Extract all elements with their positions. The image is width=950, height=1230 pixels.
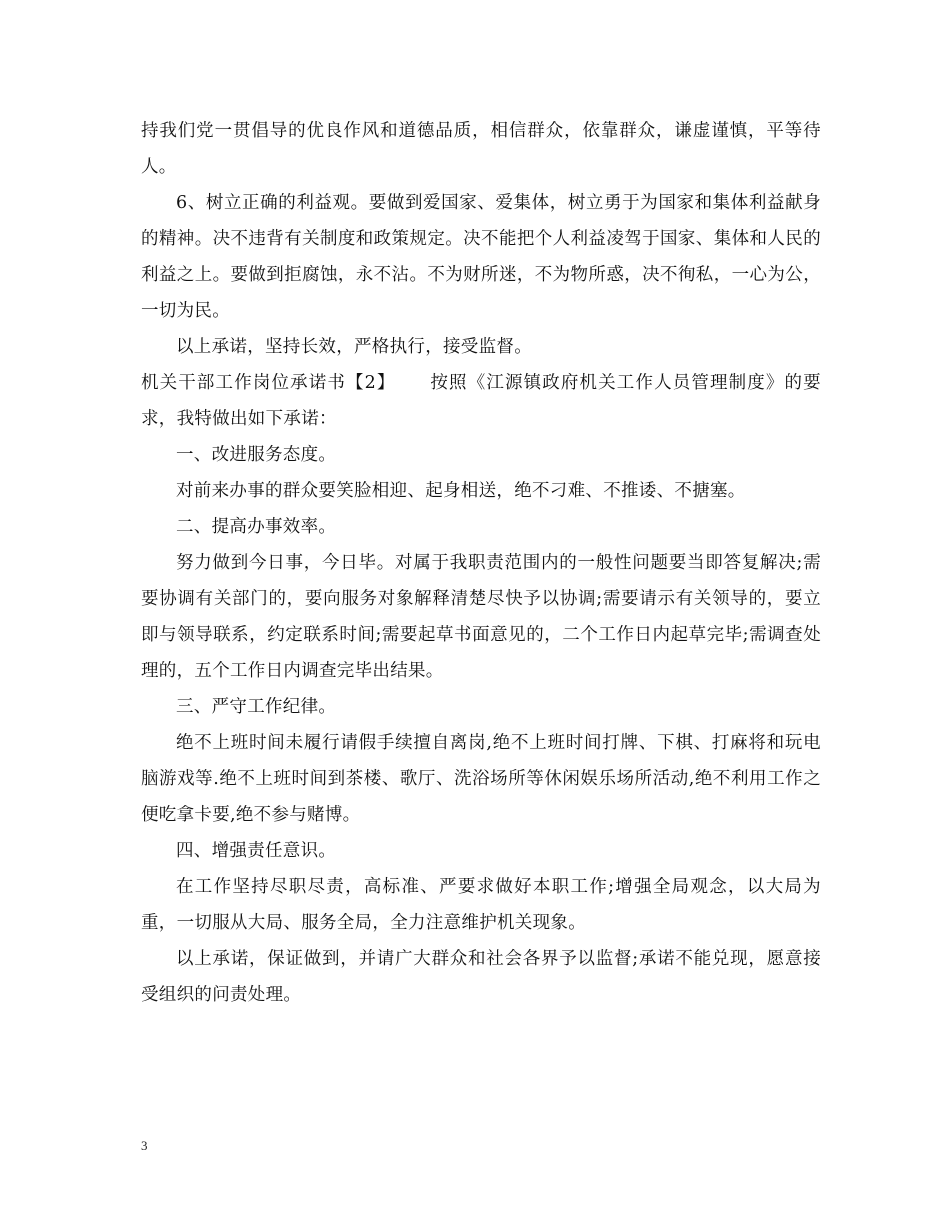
paragraph-commitment-closing: 以上承诺，坚持长效，严格执行，接受监督。 bbox=[176, 337, 532, 357]
item-body-responsibility: 在工作坚持尽职尽责，高标准、严要求做好本职工作;增强全局观念，以大局为重，一切服从大局、服务全局，全力注意维护机关现象。 bbox=[141, 877, 821, 933]
item-heading-discipline: 三、严守工作纪律。 bbox=[176, 697, 337, 717]
closing-paragraph: 以上承诺，保证做到，并请广大群众和社会各界予以监督;承诺不能兑现，愿意接受组织的问责处理。 bbox=[141, 949, 821, 1005]
section-title: 机关干部工作岗位承诺书【2】 bbox=[141, 373, 396, 393]
item-body-efficiency: 努力做到今日事，今日毕。对属于我职责范围内的一般性问题要当即答复解决;需要协调有关部门的，要向服务对象解释清楚尽快予以协调;需要请示有关领导的，要立即与领导联系，约定联系时间;需要起草书面意见的，二个工作日内起草完毕;需调查处理的，五个工作日内调查完毕出结果。 bbox=[141, 553, 821, 681]
paragraph-continuation: 持我们党一贯倡导的优良作风和道德品质，相信群众，依靠群众，谦虚谨慎，平等待人。 bbox=[141, 121, 821, 177]
page-number: 3 bbox=[141, 1138, 148, 1153]
section-intro: 按照《江源镇政府机关工作人员管理制度》的要求，我特做出如下承诺： bbox=[141, 373, 821, 429]
item-heading-responsibility: 四、增强责任意识。 bbox=[176, 841, 337, 861]
item-heading-service: 一、改进服务态度。 bbox=[176, 445, 337, 465]
document-body bbox=[141, 113, 821, 1013]
item-body-service: 对前来办事的群众要笑脸相迎、起身相送，绝不刁难、不推诿、不搪塞。 bbox=[176, 481, 746, 501]
item-heading-efficiency: 二、提高办事效率。 bbox=[176, 517, 337, 537]
paragraph-interest-view: 6、树立正确的利益观。要做到爱国家、爱集体，树立勇于为国家和集体利益献身的精神。决不违背有关制度和政策规定。决不能把个人利益凌驾于国家、集体和人民的利益之上。要做到拒腐蚀，永不沾。不为财所迷，不为物所惑，决不徇私，一心为公，一切为民。 bbox=[141, 193, 821, 321]
item-body-discipline: 绝不上班时间未履行请假手续擅自离岗,绝不上班时间打牌、下棋、打麻将和玩电脑游戏等.绝不上班时间到茶楼、歌厅、洗浴场所等休闲娱乐场所活动,绝不利用工作之便吃拿卡要,绝不参与赌博。 bbox=[141, 733, 821, 825]
section-heading-paragraph bbox=[141, 365, 821, 437]
